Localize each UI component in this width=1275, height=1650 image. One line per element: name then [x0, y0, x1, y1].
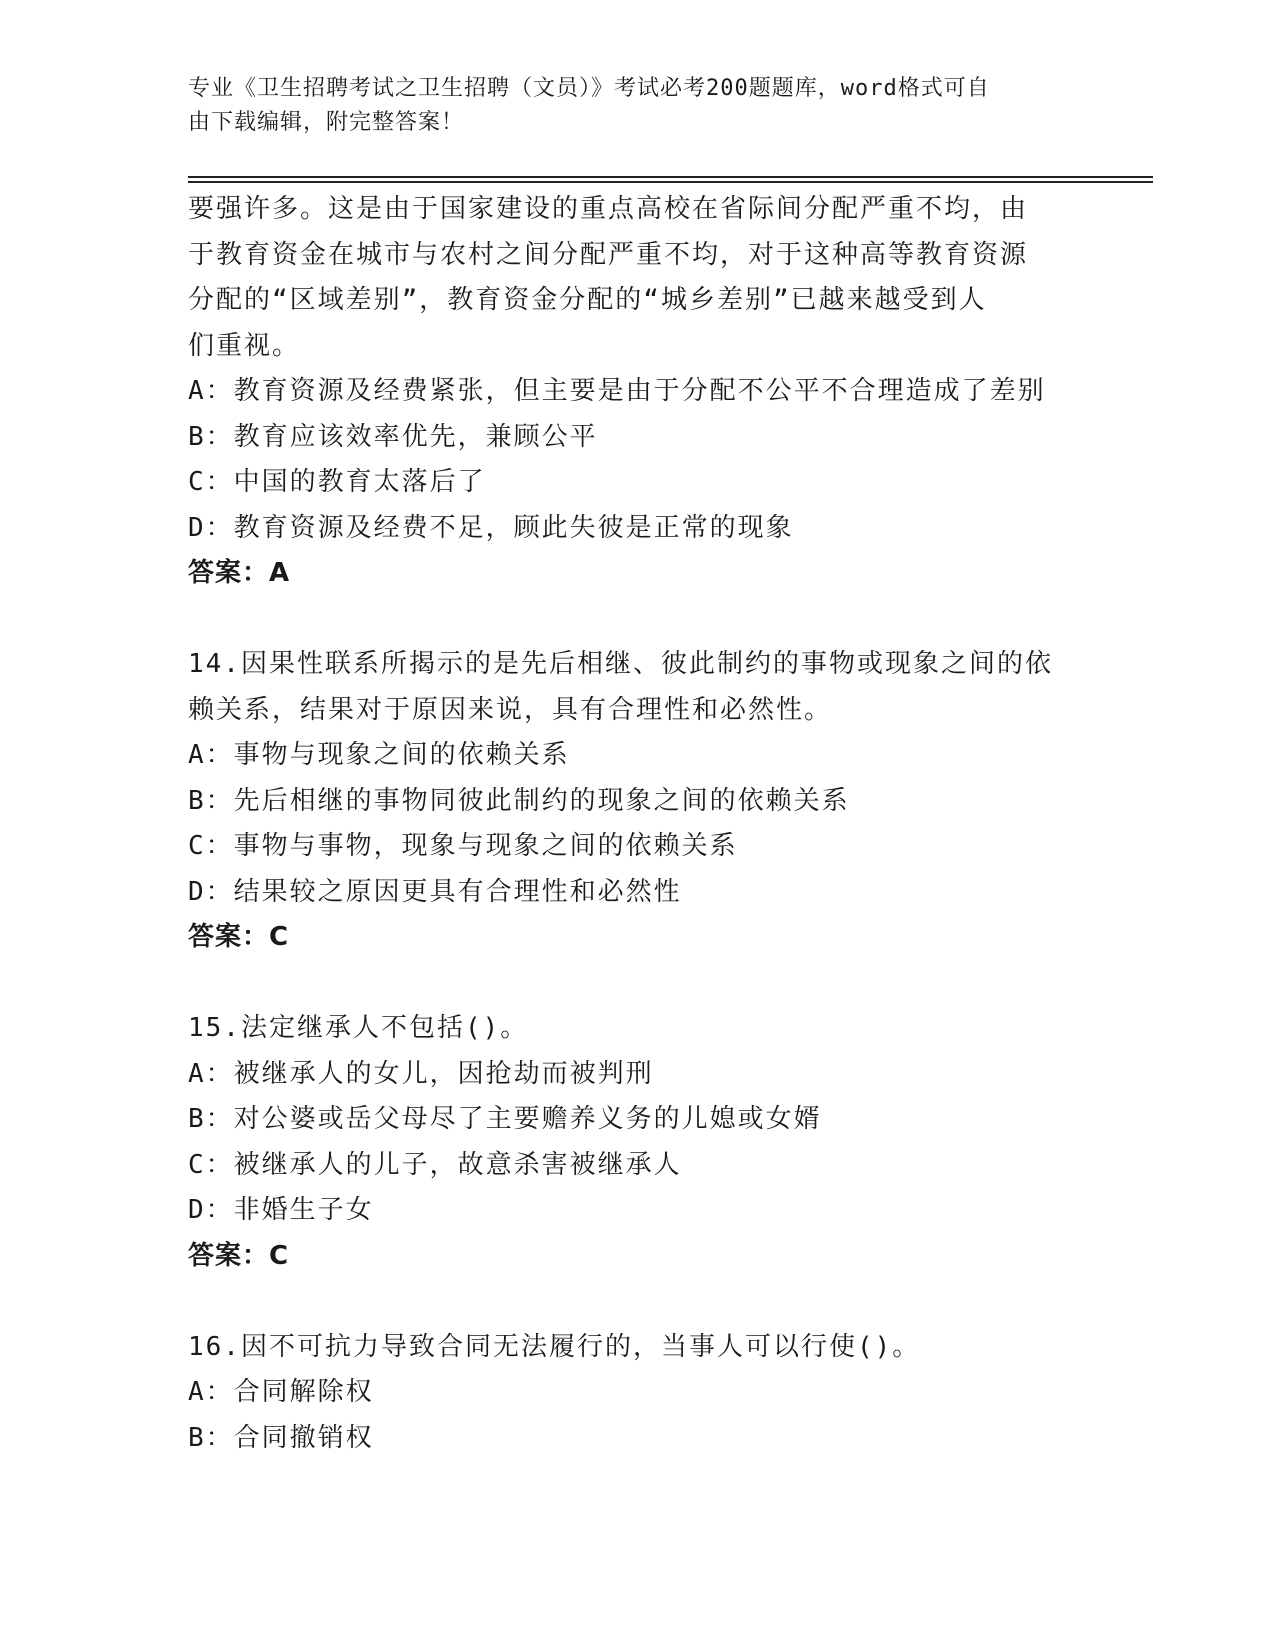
question-text-line: 16.因不可抗力导致合同无法履行的，当事人可以行使()。	[188, 1331, 921, 1362]
question-text-line: 15.法定继承人不包括()。	[188, 1013, 529, 1043]
spacer	[188, 1279, 1088, 1325]
option-d: D：结果较之原因更具有合理性和必然性	[188, 876, 682, 907]
option-b: B：先后相继的事物同彼此制约的现象之间的依赖关系	[188, 785, 850, 816]
question-16	[188, 1325, 1088, 1462]
question-15	[188, 1006, 1088, 1279]
option-b: B：教育应该效率优先，兼顾公平	[188, 421, 598, 452]
question-13-continued	[188, 187, 1088, 597]
document-header	[188, 72, 1068, 140]
option-a: A：教育资源及经费紧张，但主要是由于分配不公平不合理造成了差别	[188, 376, 1046, 406]
option-a: A：合同解除权	[188, 1377, 374, 1407]
question-14	[188, 642, 1088, 961]
question-text-line: 分配的“区域差别”，教育资金分配的“城乡差别”已越来越受到人	[188, 285, 987, 315]
answer-line: 答案：C	[188, 1240, 290, 1271]
option-c: C：事物与事物，现象与现象之间的依赖关系	[188, 831, 738, 861]
question-text-line: 们重视。	[188, 330, 301, 361]
option-b: B：对公婆或岳父母尽了主要赡养义务的儿媳或女婿	[188, 1104, 822, 1134]
header-divider-top	[188, 176, 1153, 178]
header-divider-bottom	[188, 181, 1153, 183]
option-c: C：被继承人的儿子，故意杀害被继承人	[188, 1149, 682, 1180]
option-b: B：合同撤销权	[188, 1422, 374, 1453]
option-d: D：教育资源及经费不足，顾此失彼是正常的现象	[188, 512, 794, 543]
option-a: A：事物与现象之间的依赖关系	[188, 740, 570, 770]
spacer	[188, 961, 1088, 1007]
spacer	[188, 597, 1088, 643]
header-line-1: 专业《卫生招聘考试之卫生招聘（文员）》考试必考200题题库，word格式可自	[188, 76, 990, 101]
question-text-line: 于教育资金在城市与农村之间分配严重不均，对于这种高等教育资源	[188, 239, 1029, 270]
header-line-2: 由下载编辑，附完整答案！	[188, 110, 465, 135]
answer-line: 答案：A	[188, 558, 291, 588]
question-text-line: 赖关系，结果对于原因来说，具有合理性和必然性。	[188, 694, 833, 725]
option-c: C：中国的教育太落后了	[188, 467, 486, 497]
question-text-line: 要强许多。这是由于国家建设的重点高校在省际间分配严重不均，由	[188, 194, 1029, 224]
document-body	[188, 187, 1088, 1461]
answer-line: 答案：C	[188, 922, 290, 952]
question-text-line: 14.因果性联系所揭示的是先后相继、彼此制约的事物或现象之间的依	[188, 649, 1053, 679]
option-a: A：被继承人的女儿，因抢劫而被判刑	[188, 1058, 654, 1089]
option-d: D：非婚生子女	[188, 1195, 374, 1225]
